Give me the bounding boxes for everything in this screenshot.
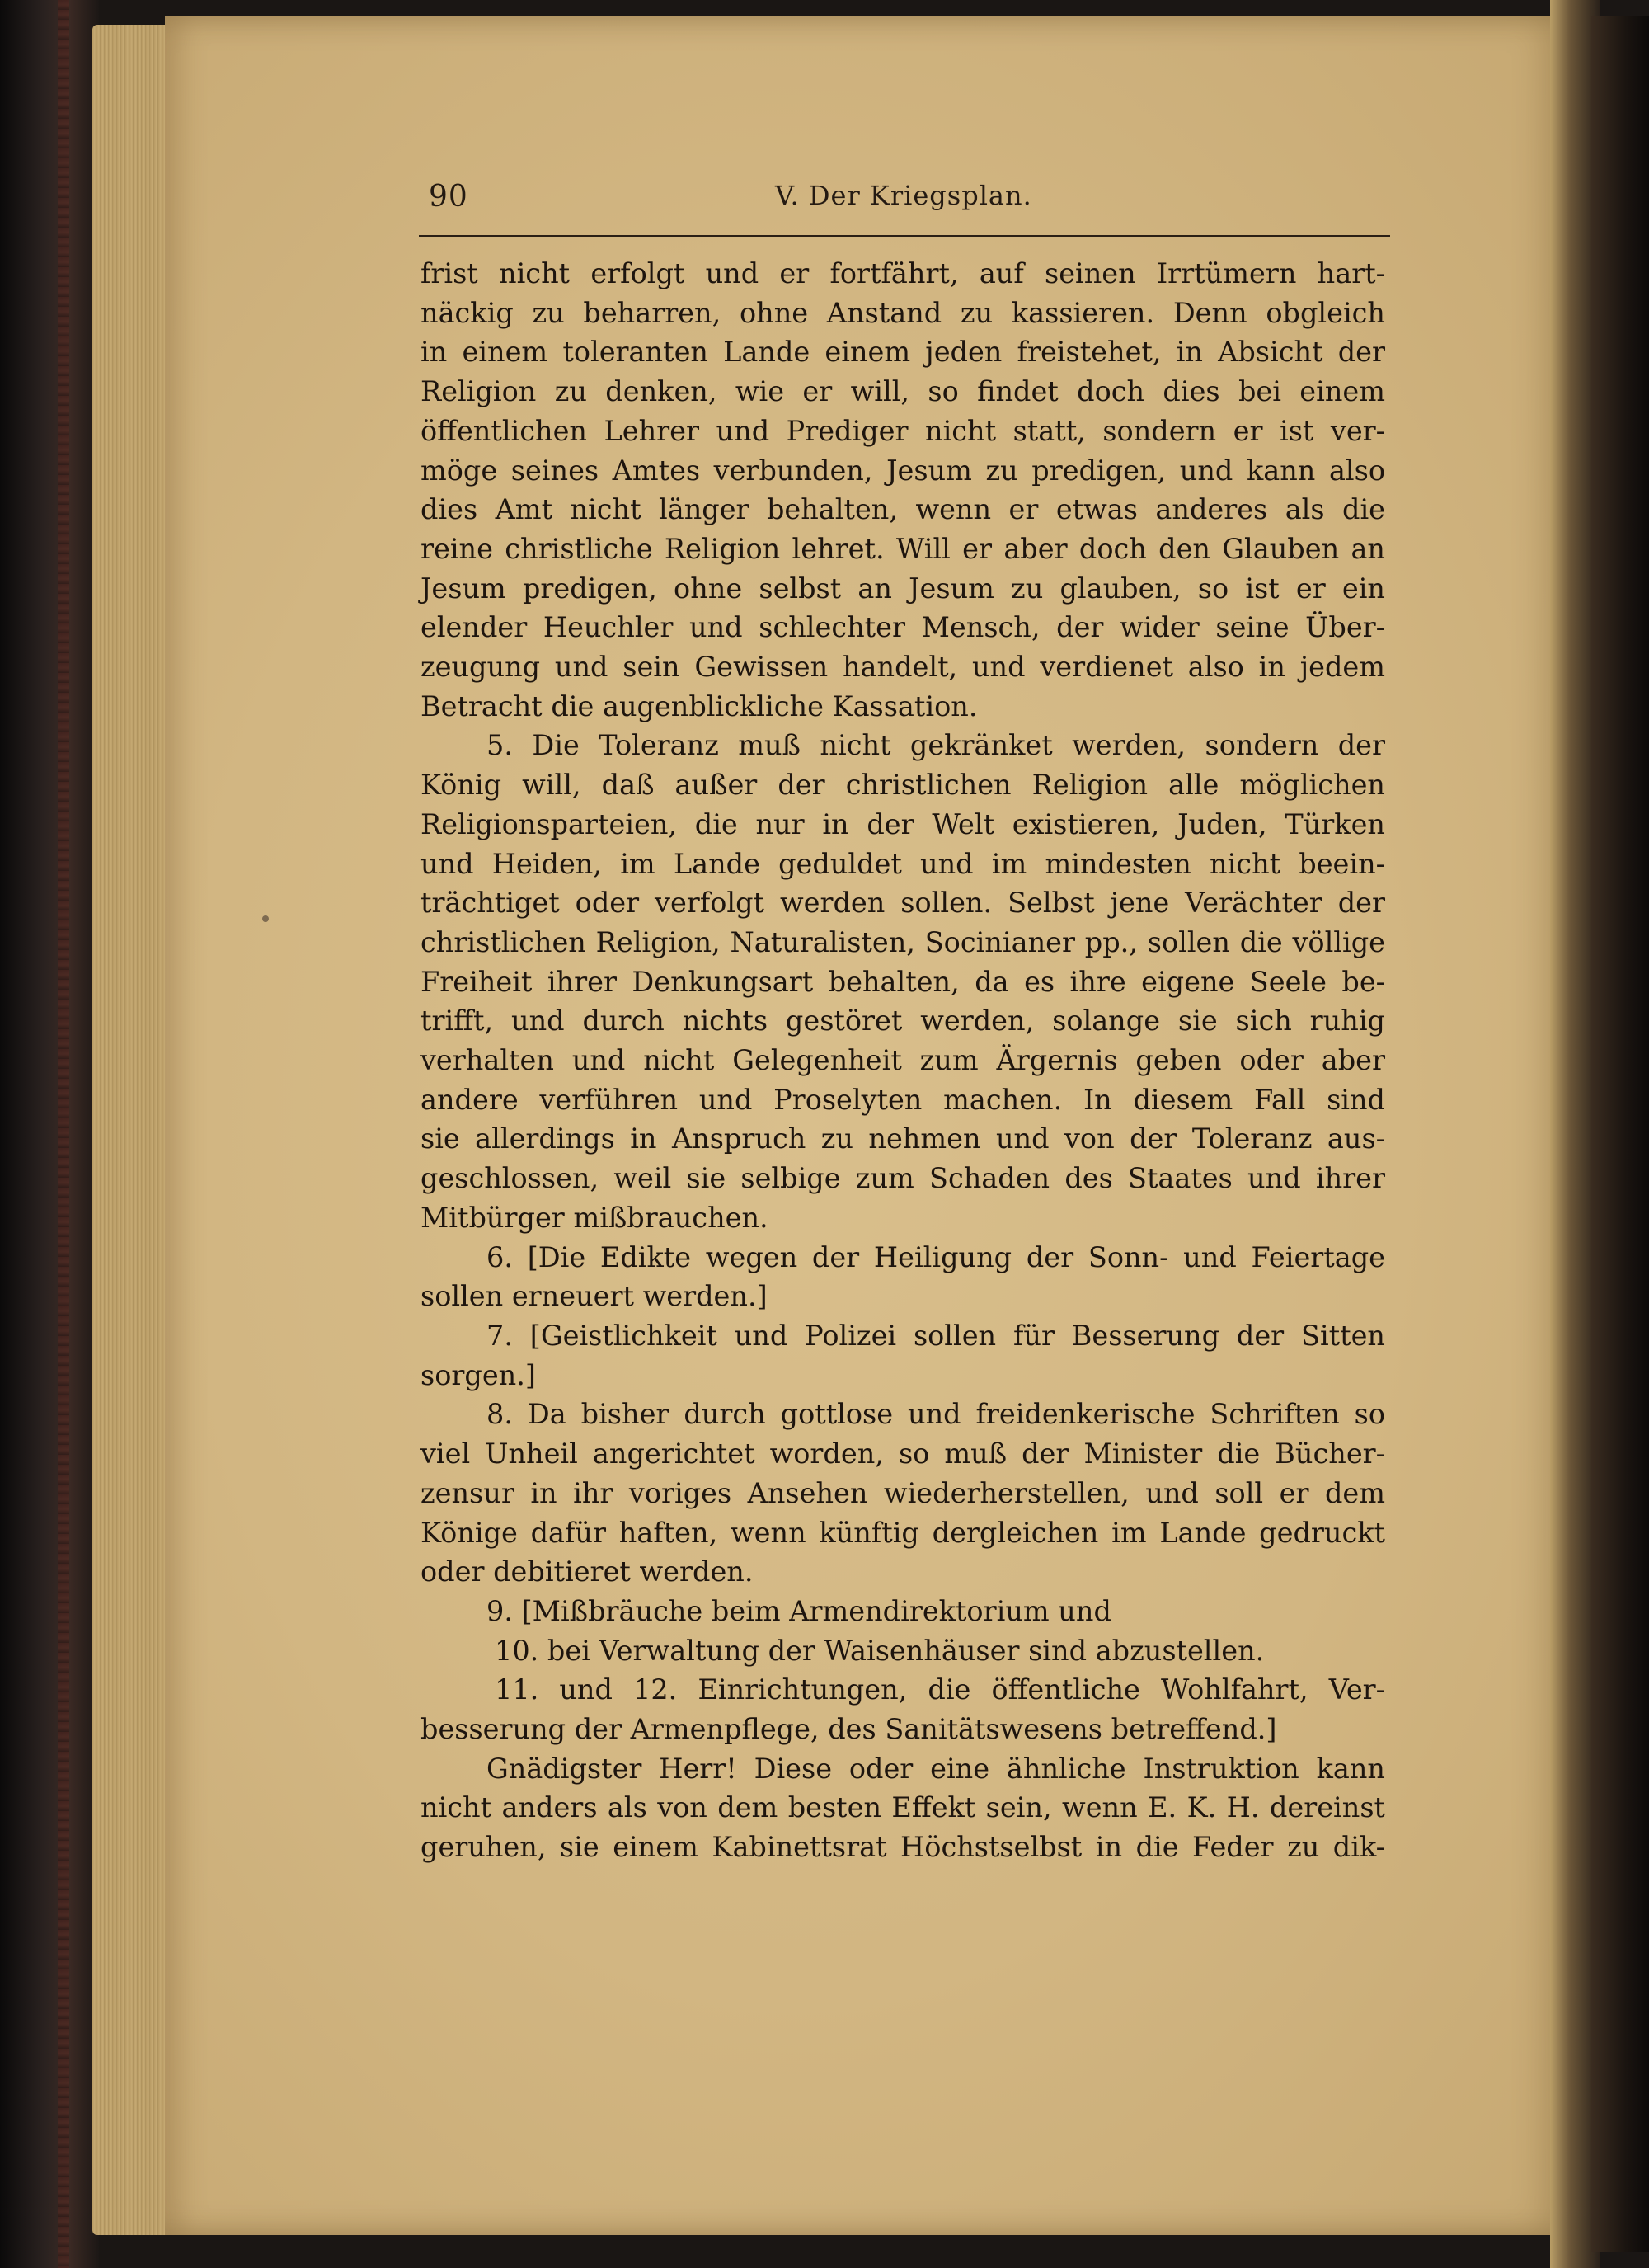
text-line: frist nicht erfolgt und er fortfährt, auf seinen Irrtümern hart- [420,257,1385,289]
text-line: Könige dafür haften, wenn künftig dergleichen im Lande gedruckt [420,1516,1385,1549]
text-line: in einem toleranten Lande einem jeden freistehet, in Absicht der [420,336,1385,369]
text-line: 9. [Mißbräuche beim Armendirektorium und [486,1594,1111,1627]
text-line: sollen erneuert werden.] [420,1280,768,1313]
text-line: Mitbürger mißbrauchen. [420,1201,768,1234]
text-line: geruhen, sie einem Kabinettsrat Höchstselbst in die Feder zu dik- [420,1831,1385,1864]
text-line: Freiheit ihrer Denkungsart behalten, da es ihre eigene Seele be- [420,965,1385,998]
text-line: viel Unheil angerichtet worden, so muß der Minister die Bücher- [420,1437,1385,1470]
facing-page-edge [1591,16,1649,2252]
text-line: 7. [Geistlichkeit und Polizei sollen für Besserung der Sitten [486,1319,1385,1352]
page-number: 90 [429,180,468,214]
text-line: sie allerdings in Anspruch zu nehmen und von der Toleranz aus- [420,1122,1385,1155]
text-line: trifft, und durch nichts gestöret werden, solange sie sich ruhig [420,1005,1385,1038]
text-line: möge seines Amtes verbunden, Jesum zu predigen, und kann also [420,454,1385,487]
page-speck [262,915,269,922]
text-line: trächtiget oder verfolgt werden sollen. Selbst jene Verächter der [420,887,1385,920]
text-line: und Heiden, im Lande geduldet und im mindesten nicht beein- [420,847,1385,880]
text-line: nicht anders als von dem besten Effekt sein, wenn E. K. H. dereinst [420,1791,1385,1824]
text-line: sorgen.] [420,1358,536,1391]
running-title: V. Der Kriegsplan. [775,180,1032,211]
text-line: reine christliche Religion lehret. Will er aber doch den Glauben an [420,532,1385,565]
text-line: 10. bei Verwaltung der Waisenhäuser sind abzustellen. [495,1634,1265,1667]
text-line: dies Amt nicht länger behalten, wenn er etwas anderes als die [420,493,1385,526]
text-line: Religionsparteien, die nur in der Welt existieren, Juden, Türken [420,807,1385,840]
text-line: verhalten und nicht Gelegenheit zum Ärgernis geben oder aber [420,1044,1385,1077]
text-line: Religion zu denken, wie er will, so findet doch dies bei einem [420,375,1385,408]
text-line: Gnädigster Herr! Diese oder eine ähnliche Instruktion kann [486,1752,1385,1785]
text-line: oder debitieret werden. [420,1555,754,1588]
text-line: Betracht die augenblickliche Kassation. [420,689,978,722]
text-line: öffentlichen Lehrer und Prediger nicht statt, sondern er ist ver- [420,414,1385,447]
text-line: näckig zu beharren, ohne Anstand zu kassieren. Denn obgleich [420,296,1385,329]
text-line: zeugung und sein Gewissen handelt, und verdienet also in jedem [420,651,1385,684]
text-line: christlichen Religion, Naturalisten, Socinianer pp., sollen die völlige [420,925,1385,958]
text-line: besserung der Armenpflege, des Sanitätswesens betreffend.] [420,1713,1277,1746]
text-line: Jesum predigen, ohne selbst an Jesum zu glauben, so ist er ein [420,572,1385,605]
text-line: 6. [Die Edikte wegen der Heiligung der Sonn- und Feiertage [486,1240,1385,1273]
text-line: geschlossen, weil sie selbige zum Schaden des Staates und ihrer [420,1162,1385,1195]
book-binding [0,0,99,2268]
text-line: elender Heuchler und schlechter Mensch, der wider seine Über- [420,611,1385,644]
text-line: andere verführen und Proselyten machen. In diesem Fall sind [420,1083,1385,1116]
header-rule [419,235,1390,237]
text-line: König will, daß außer der christlichen Religion alle möglichen [420,769,1385,802]
body-text [420,254,1385,1867]
binding-edge-decoration [58,0,69,2268]
text-line: zensur in ihr voriges Ansehen wiederherstellen, und soll er dem [420,1476,1385,1509]
text-line: 8. Da bisher durch gottlose und freidenkerische Schriften so [486,1398,1385,1431]
text-line: 5. Die Toleranz muß nicht gekränket werden, sondern der [486,729,1385,762]
text-line: 11. und 12. Einrichtungen, die öffentliche Wohlfahrt, Ver- [495,1673,1385,1706]
running-header [429,180,1389,221]
